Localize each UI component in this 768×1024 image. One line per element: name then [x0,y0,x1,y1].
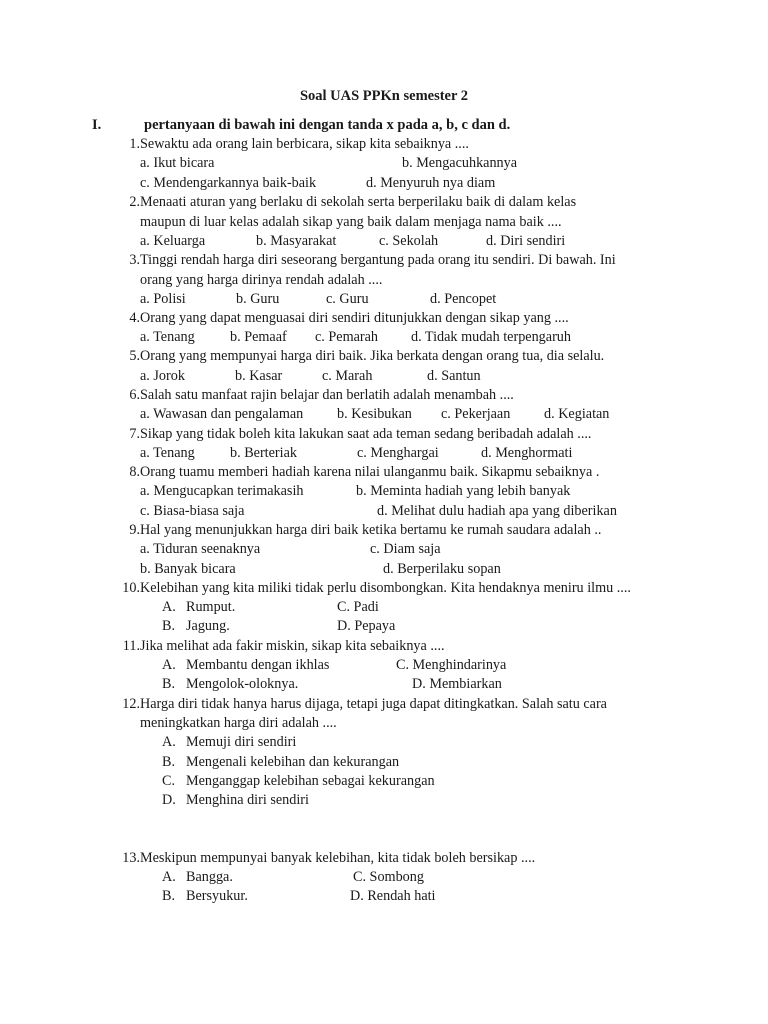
question-stem: Kelebihan yang kita miliki tidak perlu disombongkan. Kita hendaknya meniru ilmu .... [140,580,631,596]
option[interactable]: d. Berperilaku sopan [383,561,501,577]
question-number: 6. [129,387,140,403]
option[interactable]: b. Kasar [235,368,283,384]
option[interactable]: c. Marah [322,368,373,384]
question-stem: Orang tuamu memberi hadiah karena nilai ulanganmu baik. Sikapmu sebaiknya . [140,464,600,480]
question-number: 13. [122,850,140,866]
question-number: 8. [129,464,140,480]
option[interactable]: c. Biasa-biasa saja [140,503,245,519]
section-number: I. [92,117,102,133]
option[interactable]: c. Menghargai [357,445,439,461]
option-letter: A. [162,599,176,615]
option-letter: C. [162,773,176,789]
question-stem: Meskipun mempunyai banyak kelebihan, kita tidak boleh bersikap .... [140,850,536,866]
option[interactable]: c. Sekolah [379,233,439,249]
question-number: 3. [129,252,140,268]
option[interactable]: b. Guru [236,291,280,307]
question-number: 5. [129,348,140,364]
question-number: 10. [122,580,140,596]
option[interactable]: b. Kesibukan [337,406,412,422]
option[interactable]: d. Tidak mudah terpengaruh [411,329,571,345]
question-number: 4. [129,310,140,326]
option[interactable]: b. Pemaaf [230,329,287,345]
question-stem: Menaati aturan yang berlaku di sekolah serta berperilaku baik di dalam kelas [140,194,577,210]
option[interactable]: a. Ikut bicara [140,155,215,171]
option[interactable]: Membantu dengan ikhlas [186,657,330,673]
option-letter: B. [162,618,176,634]
option[interactable]: Menganggap kelebihan sebagai kekurangan [186,773,435,789]
option[interactable]: c. Guru [326,291,369,307]
question-stem: Orang yang mempunyai harga diri baik. Jika berkata dengan orang tua, dia selalu. [140,348,605,364]
question-number: 11. [122,638,140,654]
option[interactable]: b. Berteriak [230,445,297,461]
question-stem: orang yang harga dirinya rendah adalah .... [140,272,383,288]
option[interactable]: a. Polisi [140,291,186,307]
question-stem: Salah satu manfaat rajin belajar dan berlatih adalah menambah .... [140,387,514,403]
option-letter: D. [162,792,176,808]
question-stem: Hal yang menunjukkan harga diri baik ketika bertamu ke rumah saudara adalah .. [140,522,602,538]
option[interactable]: Bersyukur. [186,888,248,904]
option[interactable]: d. Santun [427,368,481,384]
question-number: 9. [129,522,140,538]
option[interactable]: b. Meminta hadiah yang lebih banyak [356,483,571,499]
question-number: 7. [129,426,140,442]
option-letter: A. [162,869,176,885]
option-letter: B. [162,676,176,692]
option[interactable]: d. Melihat dulu hadiah apa yang diberikan [377,503,617,519]
option[interactable]: C. Padi [337,599,379,615]
question-stem: Harga diri tidak hanya harus dijaga, tetapi juga dapat ditingkatkan. Salah satu cara [140,696,607,712]
option[interactable]: a. Wawasan dan pengalaman [140,406,304,422]
section-heading [92,117,510,134]
option[interactable]: D. Rendah hati [350,888,436,904]
option[interactable]: c. Mendengarkannya baik-baik [140,175,317,191]
option[interactable]: c. Pekerjaan [441,406,511,422]
option[interactable]: Rumput. [186,599,236,615]
question-stem: Sikap yang tidak boleh kita lakukan saat ada teman sedang beribadah adalah .... [140,426,592,442]
option[interactable]: Mengolok-oloknya. [186,676,299,692]
question-stem: maupun di luar kelas adalah sikap yang baik dalam menjaga nama baik .... [140,214,562,230]
option[interactable]: d. Kegiatan [544,406,610,422]
option-letter: B. [162,888,176,904]
option[interactable]: C. Menghindarinya [396,657,507,673]
option[interactable]: C. Sombong [353,869,424,885]
option[interactable]: b. Banyak bicara [140,561,236,577]
option[interactable]: b. Mengacuhkannya [402,155,518,171]
option[interactable]: d. Menyuruh nya diam [366,175,496,191]
option[interactable]: a. Mengucapkan terimakasih [140,483,304,499]
option[interactable]: b. Masyarakat [256,233,337,249]
page-title: Soal UAS PPKn semester 2 [299,88,469,104]
option[interactable]: Jagung. [186,618,230,634]
option[interactable]: Bangga. [186,869,233,885]
option[interactable]: Memuji diri sendiri [186,734,297,750]
option[interactable]: D. Pepaya [337,618,396,634]
option[interactable]: a. Tenang [140,445,195,461]
option[interactable]: D. Membiarkan [412,676,502,692]
question-stem: Tinggi rendah harga diri seseorang bergantung pada orang itu sendiri. Di bawah. Ini [140,252,616,268]
option[interactable]: a. Jorok [140,368,185,384]
option[interactable]: a. Keluarga [140,233,206,249]
question-number: 2. [129,194,140,210]
option-letter: B. [162,754,176,770]
option[interactable]: a. Tenang [140,329,195,345]
option[interactable]: d. Diri sendiri [486,233,566,249]
option[interactable]: Menghina diri sendiri [186,792,309,808]
option-letter: A. [162,657,176,673]
question-number: 1. [129,136,140,152]
question-number: 12. [122,696,140,712]
question-stem: Jika melihat ada fakir miskin, sikap kita sebaiknya .... [140,638,445,654]
option[interactable]: d. Pencopet [430,291,497,307]
question-stem: meningkatkan harga diri adalah .... [140,715,337,731]
question-stem: Sewaktu ada orang lain berbicara, sikap kita sebaiknya .... [140,136,469,152]
section-instruction: pertanyaan di bawah ini dengan tanda x pada a, b, c dan d. [144,117,511,133]
option[interactable]: d. Menghormati [481,445,573,461]
option[interactable]: c. Pemarah [315,329,379,345]
option[interactable]: Mengenali kelebihan dan kekurangan [186,754,400,770]
option[interactable]: a. Tiduran seenaknya [140,541,261,557]
option-letter: A. [162,734,176,750]
question-stem: Orang yang dapat menguasai diri sendiri ditunjukkan dengan sikap yang .... [140,310,569,326]
option[interactable]: c. Diam saja [370,541,441,557]
